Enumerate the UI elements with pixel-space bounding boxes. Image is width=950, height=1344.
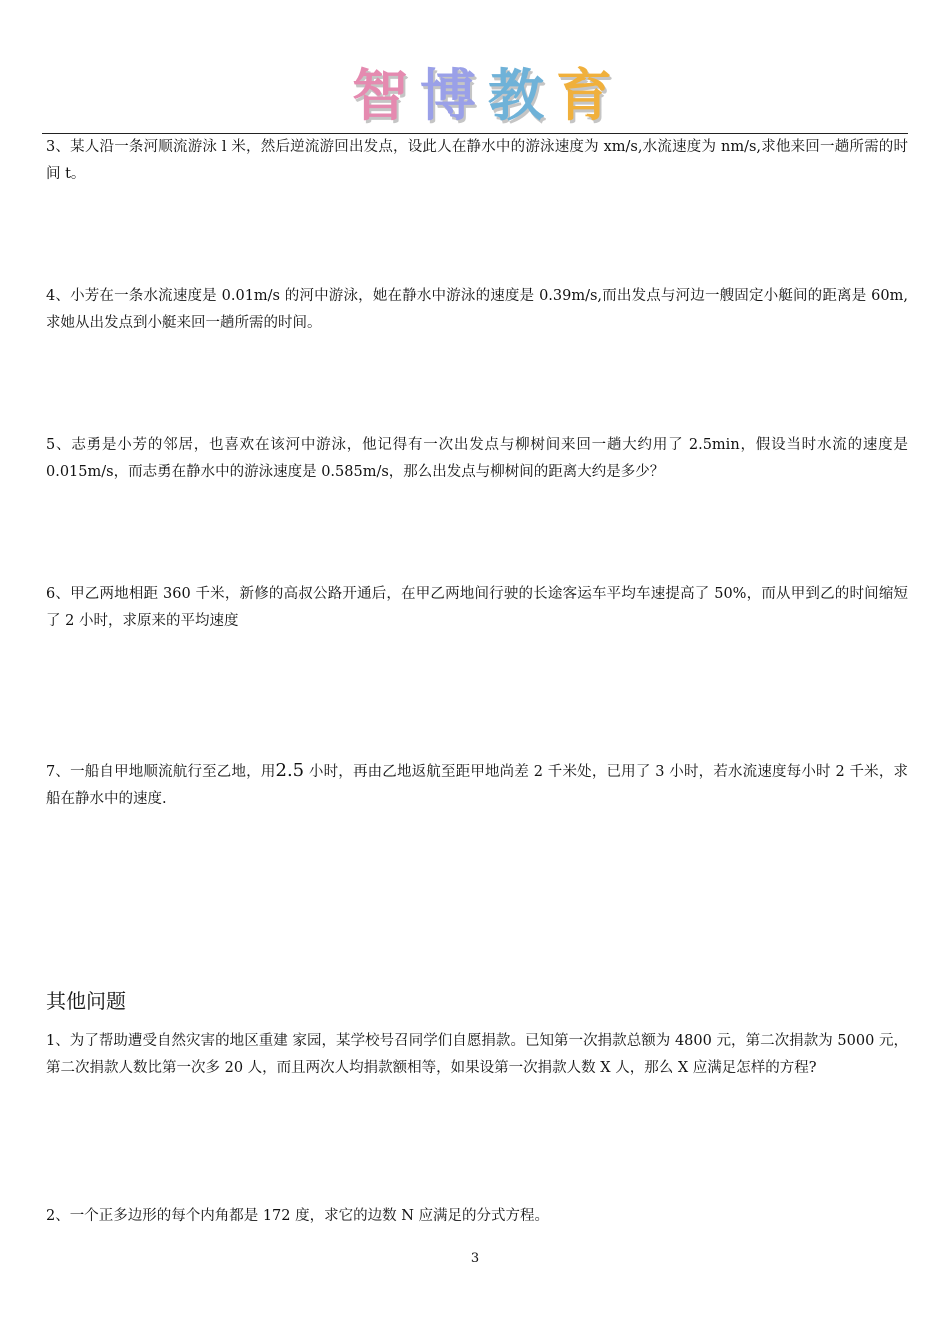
problem-3: 3、某人沿一条河顺流游泳 l 米，然后逆流游回出发点，设此人在静水中的游泳速度为 xm/s,水流速度为 nm/s,求他来回一趟所需的时间 t。 [46,139,908,182]
section-title: 其他问题 [46,989,126,1013]
logo-char-1: 智 [352,64,410,129]
problem-5: 5、志勇是小芳的邻居，也喜欢在该河中游泳，他记得有一次出发点与柳树间来回一趟大约用了 2.5min，假设当时水流的速度是 0.015m/s，而志勇在静水中的游泳速度是 0.585m/s，那么出发点与柳树间的距离大约是多少？ [46,437,908,480]
problem-7 [46,757,908,813]
logo-char-3: 教 [488,64,546,129]
problem-7-duration: 2.5 [275,760,305,781]
problem-7-text-start: 7、一船自甲地顺流航行至乙地，用 [46,764,276,780]
logo-char-4: 育 [556,64,614,129]
problem-7-text-end: 小时，再由乙地返航至距甲地尚差 2 千米处，已用了 3 小时，若水流速度每小时 2 千米，求船在静水中的速度. [46,764,909,807]
problem-6: 6、甲乙两地相距 360 千米，新修的高叔公路开通后，在甲乙两地间行驶的长途客运车平均车速提高了 50%，而从甲到乙的时间缩短 了 2 小时，求原来的平均速度 [46,586,908,629]
logo-text [352,62,614,132]
logo [352,62,614,132]
logo-char-2: 博 [420,64,478,129]
page-number: 3 [470,1251,480,1266]
other-question-2: 2、一个正多边形的每个内角都是 172 度，求它的边数 N 应满足的分式方程。 [46,1208,550,1224]
problem-4: 4、小芳在一条水流速度是 0.01m/s 的河中游泳，她在静水中游泳的速度是 0.39m/s,而出发点与河边一艘固定小艇间的距离是 60m,求她从出发点到小艇来回一趟所需的时间。 [46,288,908,331]
other-question-1: 1、为了帮助遭受自然灾害的地区重建 家园，某学校号召同学们自愿捐款。已知第一次捐款总额为 4800 元，第二次捐款为 5000 元，第二次捐款人数比第一次多 20 人，而且两次人均捐款额相等，如果设第一次捐款人数 X 人，那么 X 应满足怎样的方程? [46,1033,908,1076]
